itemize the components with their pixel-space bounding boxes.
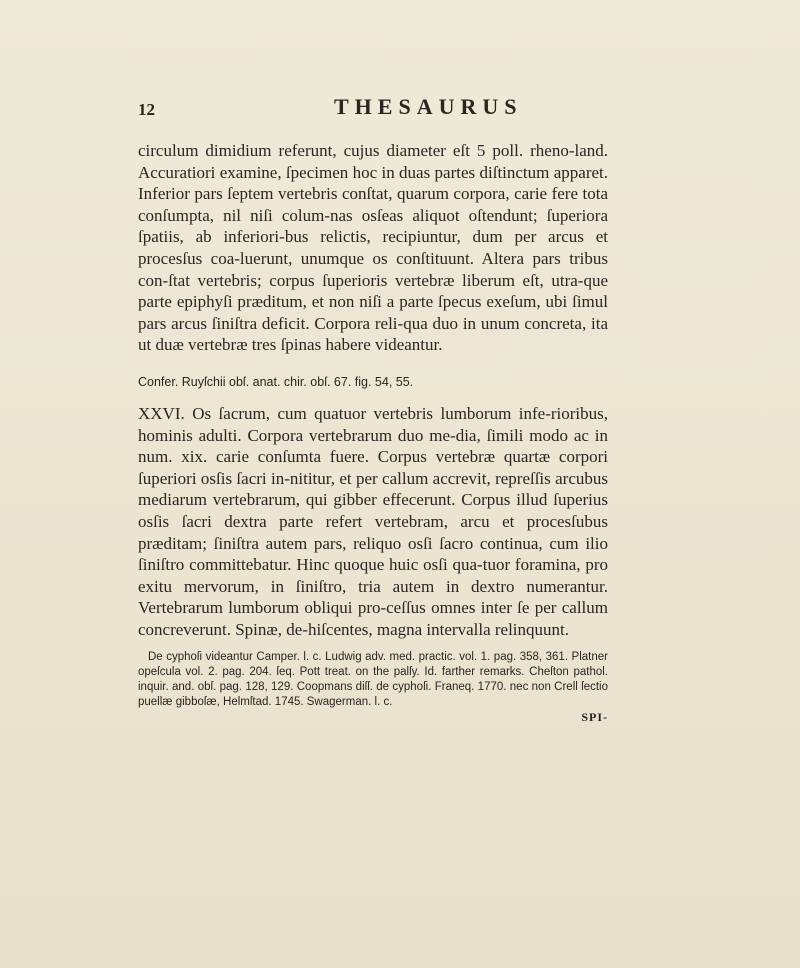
page-body [138,140,608,725]
page-number: 12 [138,100,155,119]
page-header [138,94,608,122]
paragraph-specimen-description: circulum dimidium referunt, cujus diameter eſt 5 poll. rheno-land. Accuratiori examine, ſpecimen hoc in duas partes diſtinctum apparet. Inferior pars ſeptem vertebris conſtat, quarum corpora, carie fere tota conſumpta, nil niſi colum-nas osſeas aliquot oſtendunt; ſuperiora ſpatiis, ab inferiori-bus relictis, recipiuntur, dum per arcus et procesſus coa-luerunt, unumque os conſtituunt. Altera pars tribus con-ſtat vertebris; corpus ſuperioris vertebræ liberum eſt, utra-que parte epiphyſi præditum, et non niſi a parte ſpecus exeſum, ubi ſimul pars arcus ſiniſtra deficit. Corpora reli-qua duo in unum concreta, ita ut duæ vertebræ tres ſpinas habere videantur. [138,141,608,355]
footnote-cyphosis: De cyphoſi videantur Camper. l. c. Ludwig adv. med. practic. vol. 1. pag. 358, 361. Platner opeſcula vol. 2. pag. 204. ſeq. Pott treat. on the palſy. Id. farther remarks. Cheſton pathol. inquir. and. obſ. pag. 128, 129. Coopmans diſſ. de cyphoſi. Franeq. 1770. nec non Crell ſectio puellæ gibboſæ, Helmſtad. 1745. Swagerman. l. c. [138,651,608,709]
paragraph-item-xxvi: XXVI. Os ſacrum, cum quatuor vertebris lumborum infe-rioribus, hominis adulti. Corpora vertebrarum duo me-dia, ſimili modo ac in num. xix. carie conſumta fuere. Corpus vertebræ quartæ corpori ſuperiori osſis ſacri in-nititur, et per callum accrevit, repreſſis arcubus mediarum vertebrarum, qui gibber effecerunt. Corpus illud ſuperius osſis ſacri dextra parte refert vertebram, arcu et procesſubus præditam; ſiniſtra autem pars, reliquo osſi ſacro continua, cum ilio ſiniſtro committebatur. Hinc quoque huic osſi qua-tuor foramina, pro exitu mervorum, in ſiniſtro, tria autem in dextro numerantur. Vertebrarum lumborum obliqui pro-ceſſus omnes inter ſe per callum concreverunt. Spinæ, de-hiſcentes, magna intervalla relinquunt. [138,403,608,639]
reference-ruysch: Confer. Ruyſchii obſ. anat. chir. obſ. 67. fig. 54, 55. [138,374,414,389]
running-title: THESAURUS [334,94,523,119]
catchword: SPI- [581,710,608,725]
